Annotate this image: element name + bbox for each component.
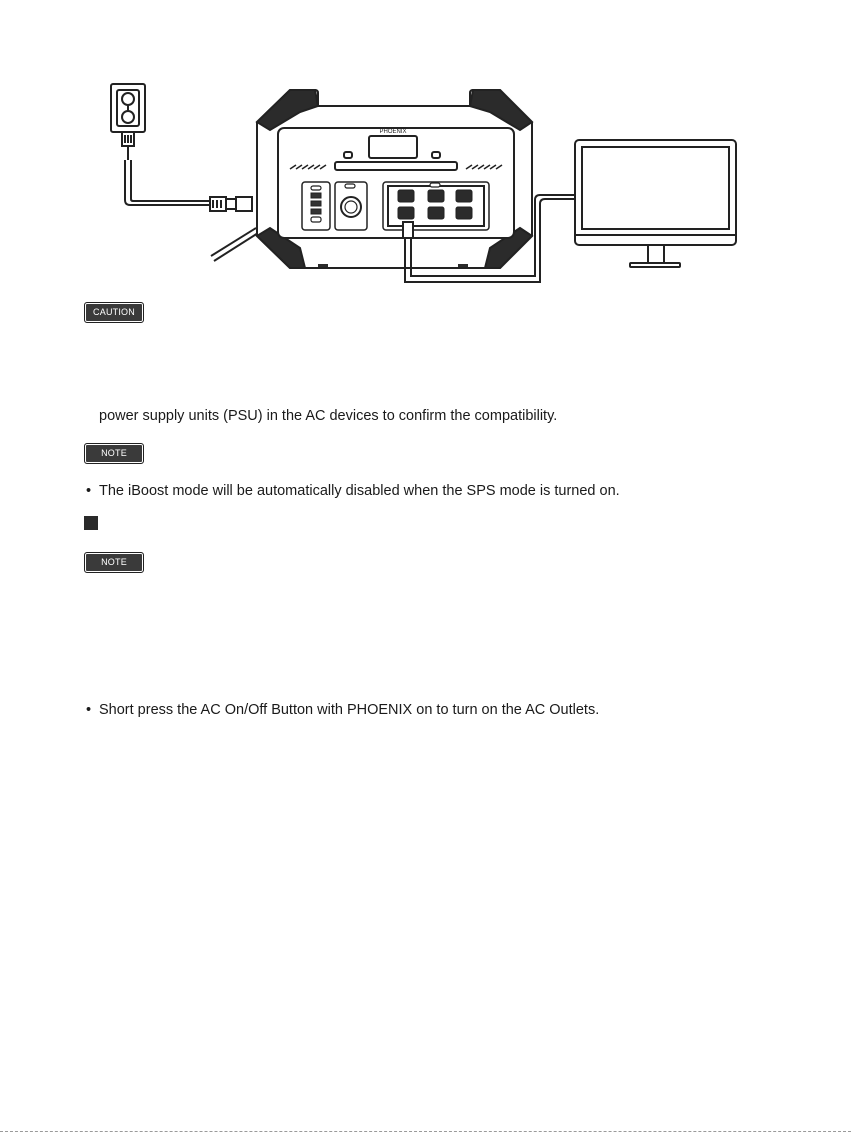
section-marker — [84, 516, 98, 530]
page-edge-rule — [0, 1131, 851, 1132]
bullet: • — [86, 702, 92, 718]
caution-psu-text: power supply units (PSU) in the AC devices to confirm the compatibility. — [99, 408, 558, 424]
wall-outlet — [111, 84, 145, 132]
monitor — [575, 140, 736, 267]
brand-label: PHOENIX — [379, 129, 407, 135]
bullet: • — [86, 483, 92, 499]
power-plug-cable — [122, 132, 252, 211]
note-badge: NOTE — [84, 443, 144, 464]
power-station — [257, 90, 532, 268]
iboost-note-text: The iBoost mode will be automatically disabled when the SPS mode is turned on. — [99, 483, 620, 499]
iboost-note — [86, 482, 620, 500]
ac-button-note — [86, 701, 599, 719]
ac-button-note-text: Short press the AC On/Off Button with PHOENIX on to turn on the AC Outlets. — [99, 702, 600, 718]
solar-cable — [211, 228, 258, 261]
note-badge-2: NOTE — [84, 552, 144, 573]
caution-badge: CAUTION — [84, 302, 144, 323]
connection-diagram — [0, 0, 851, 300]
